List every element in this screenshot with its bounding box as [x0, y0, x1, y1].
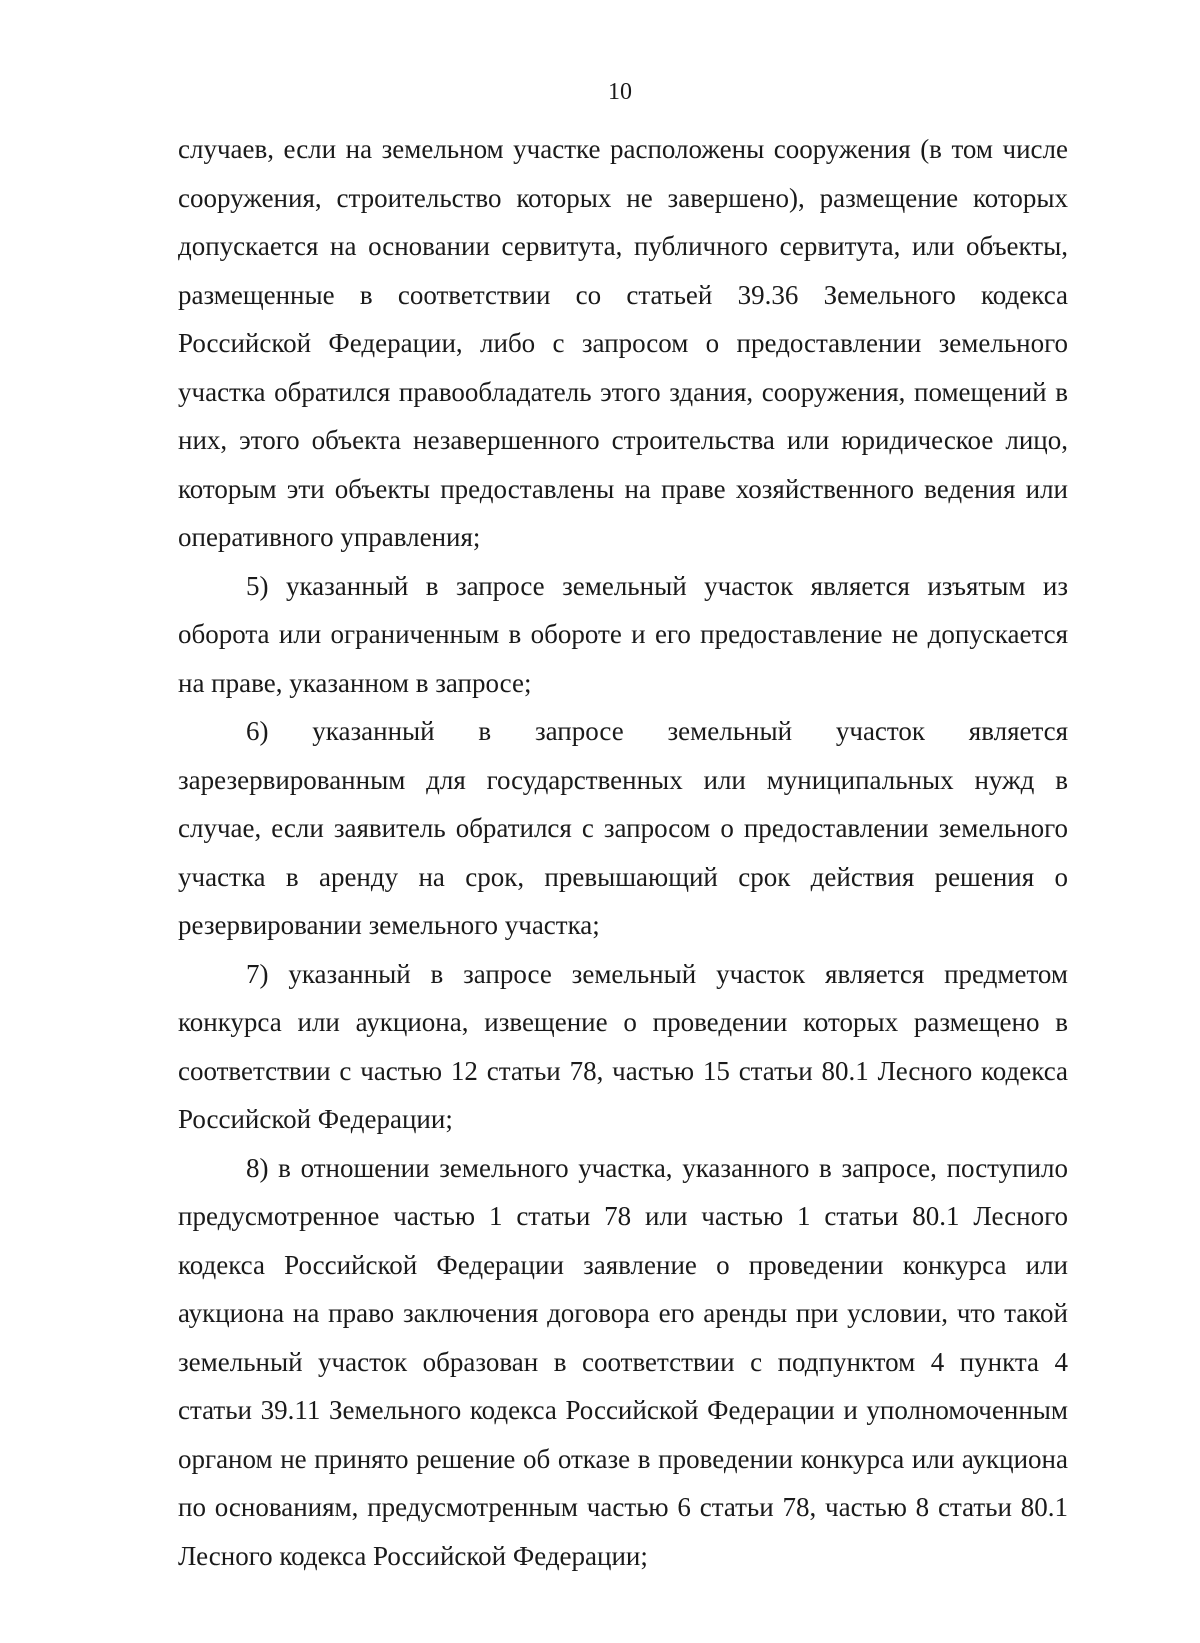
paragraph-item-6: 6) указанный в запросе земельный участок является зарезервированным для государственных или муниципальных нужд в случае, если заявитель обратился с запросом о предоставлении земельного участка в аренду на срок, превышающий срок действия решения о резервировании земельного участка;: [178, 716, 1068, 940]
paragraph-item-8: 8) в отношении земельного участка, указанного в запросе, поступило предусмотренное частью 1 статьи 78 или частью 1 статьи 80.1 Лесного кодекса Российской Федерации заявление о проведении конкурса или аукциона на право заключения договора его аренды при условии, что такой земельный участок образован в соответствии с подпунктом 4 пункта 4 статьи 39.11 Земельного кодекса Российской Федерации и уполномоченным органом не принято решение об отказе в проведении конкурса или аукциона по основаниям, предусмотренным частью 6 статьи 78, частью 8 статьи 80.1 Лесного кодекса Российской Федерации;: [178, 1152, 1068, 1571]
page-number: 10: [608, 79, 632, 105]
paragraph-item-7: 7) указанный в запросе земельный участок является предметом конкурса или аукциона, извещение о проведении которых размещено в соответствии с частью 12 статьи 78, частью 15 статьи 80.1 Лесного кодекса Российской Федерации;: [178, 958, 1068, 1134]
document-body: [178, 125, 1068, 1580]
paragraph-item-5: 5) указанный в запросе земельный участок является изъятым из оборота или ограниченным в обороте и его предоставление не допускается на праве, указанном в запросе;: [178, 570, 1068, 698]
paragraph-continuation: случаев, если на земельном участке расположены сооружения (в том числе сооружения, строительство которых не завершено), размещение которых допускается на основании сервитута, публичного сервитута, или объекты, размещенные в соответствии со статьей 39.36 Земельного кодекса Российской Федерации, либо с запросом о предоставлении земельного участка обратился правообладатель этого здания, сооружения, помещений в них, этого объекта незавершенного строительства или юридическое лицо, которым эти объекты предоставлены на праве хозяйственного ведения или оперативного управления;: [178, 134, 1068, 552]
